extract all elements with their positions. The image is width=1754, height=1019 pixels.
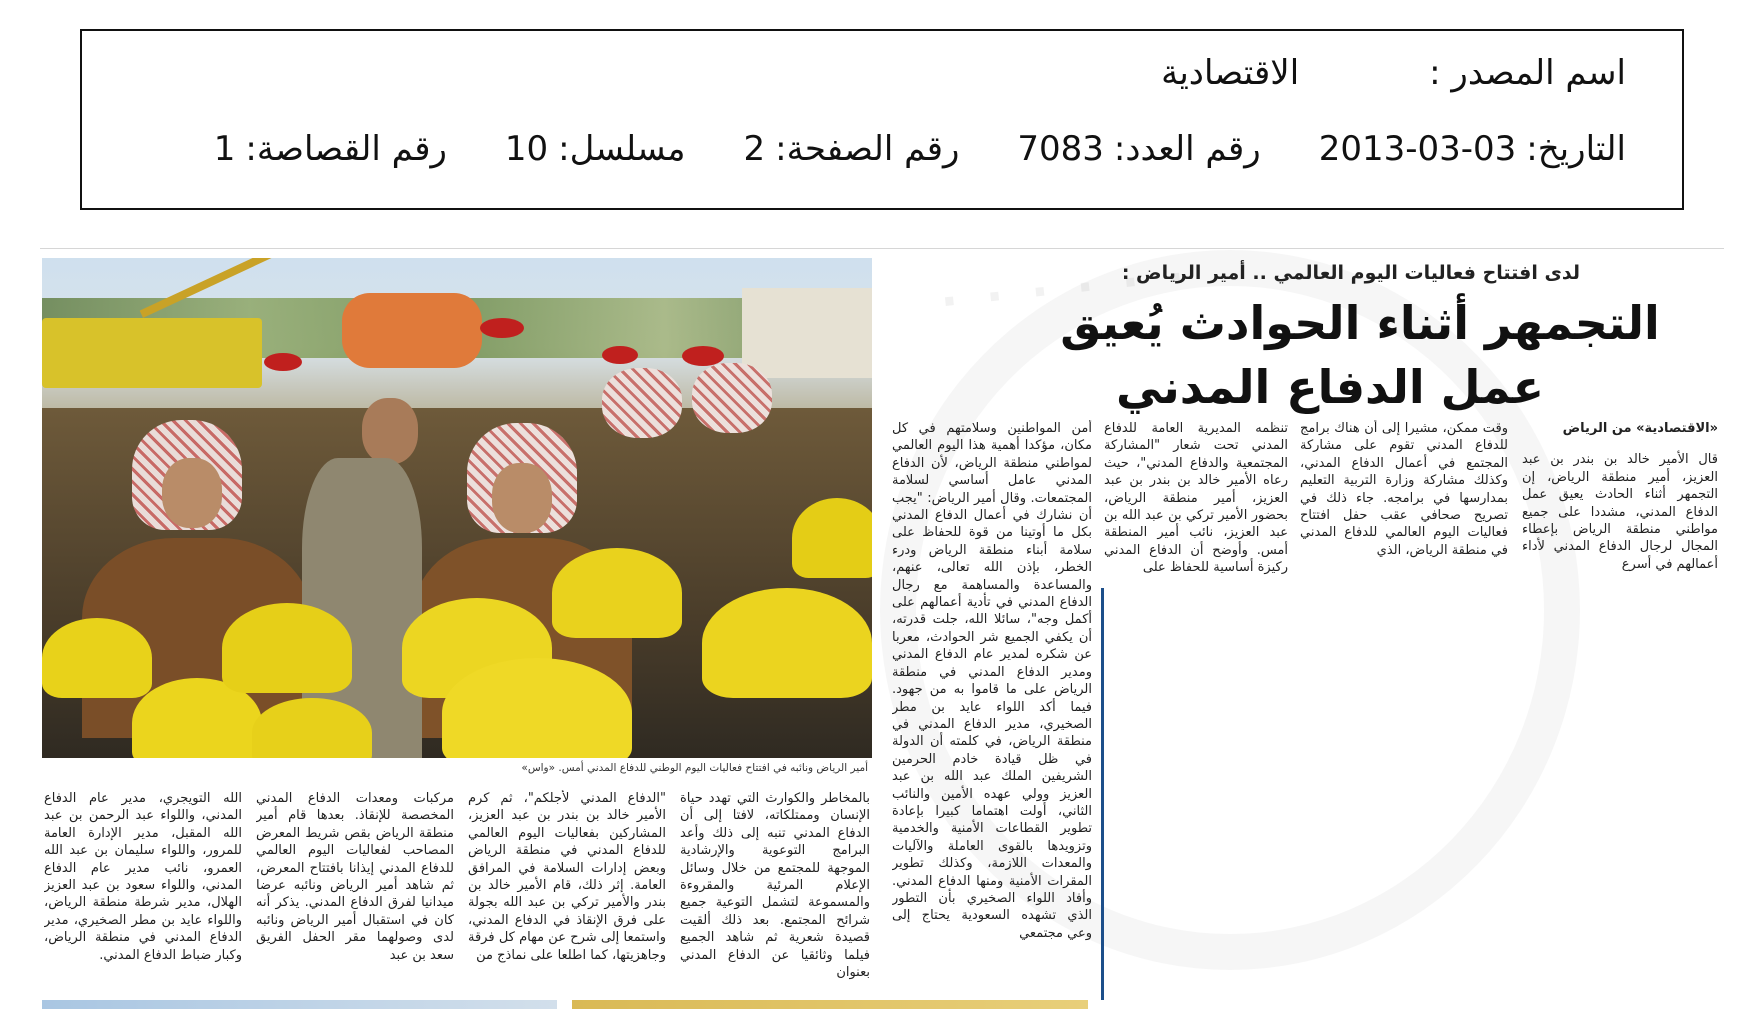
article-column-7 bbox=[256, 790, 454, 996]
headline-line-1: التجمهر أثناء الحوادث يُعيق bbox=[1060, 296, 1660, 350]
photo-fire-truck bbox=[42, 318, 262, 388]
date-field bbox=[1319, 129, 1626, 169]
issue-value: 7083 bbox=[1017, 129, 1104, 169]
article-column-6 bbox=[468, 790, 666, 996]
adjacent-clipping-strip bbox=[572, 1000, 1088, 1009]
watermark-text: · · · · · · bbox=[937, 249, 1194, 329]
photo-beret bbox=[682, 346, 724, 366]
photo-hard-hat bbox=[552, 548, 682, 638]
column-8-text: الله التويجري، مدير عام الدفاع المدني، واللواء عبد الرحمن بن عبد الله المقبل، مدير الإدارة العامة للمرور، واللواء سليمان بن عبد الله العمرو، نائب مدير عام الدفاع المدني، واللواء سعود بن عبد العزيز الهلال، مدير شرطة منطقة الرياض، واللواء عايد بن مطر الصخيري، مدير الدفاع المدني في منطقة الرياض، وكبار ضباط الدفاع المدني. bbox=[44, 791, 242, 963]
adjacent-clipping-strip bbox=[42, 1000, 557, 1009]
page-label: رقم الصفحة: bbox=[775, 129, 960, 169]
column-2-text: وقت ممكن، مشيرا إلى أن هناك برامج للدفاع المدني تقوم على مشاركة المجتمع في أعمال الدفاع المدني، وكذلك مشاركة وزارة التربية التعليم بمدارسها في برامجه. جاء ذلك في تصريح صحافي عقب حفل افتتاح فعاليات اليوم العالمي للدفاع المدني في منطقة الرياض، الذي bbox=[1300, 421, 1508, 558]
photo-face bbox=[492, 463, 552, 533]
source-field bbox=[1429, 53, 1626, 93]
photo-hard-hat bbox=[792, 498, 872, 578]
date-label: التاريخ: bbox=[1526, 129, 1626, 169]
photo-beret bbox=[480, 318, 524, 338]
date-value: 2013-03-03 bbox=[1318, 129, 1517, 169]
photo-shemagh bbox=[692, 363, 772, 433]
photo-shemagh bbox=[602, 368, 682, 438]
article-kicker: لدى افتتاح فعاليات اليوم العالمي .. أمير الرياض : bbox=[1121, 262, 1580, 284]
column-3-text: تنظمه المديرية العامة للدفاع المدني تحت شعار "المشاركة المجتمعية والدفاع المدني"، حيث رعاه الأمير خالد بن بندر بن عبد العزيز، أمير منطقة الرياض، بحضور الأمير تركي بن عبد الله بن عبد العزيز، نائب أمير المنطقة أمس. وأوضح أن الدفاع المدني ركيزة أساسية للحفاظ على bbox=[1104, 421, 1288, 576]
source-value: الاقتصادية bbox=[1161, 53, 1300, 93]
column-7-text: مركبات ومعدات الدفاع المدني المخصصة للإنقاذ. بعدها قام أمير منطقة الرياض بقص شريط المعرض المصاحب لفعاليات اليوم العالمي للدفاع المدني إيذانا بافتتاح المعرض، ثم شاهد أمير الرياض ونائبه عرضا ميدانيا لفرق الدفاع المدني. يذكر أنه كان في استقبال أمير الرياض ونائبه لدى وصولهما مقر الحفل الفريق سعد بن عبد bbox=[256, 791, 454, 963]
issue-label: رقم العدد: bbox=[1113, 129, 1261, 169]
article-byline: «الاقتصادية» من الرياض bbox=[1562, 421, 1718, 436]
photo-hard-hat bbox=[222, 603, 352, 693]
clip-number-value: 1 bbox=[213, 129, 236, 169]
article-column-1 bbox=[1522, 420, 1718, 580]
photo-hard-hat bbox=[702, 588, 872, 698]
serial-value: 10 bbox=[504, 129, 549, 169]
metadata-row-source bbox=[1103, 53, 1626, 93]
article-column-3 bbox=[1104, 420, 1288, 580]
column-4-text: أمن المواطنين وسلامتهم في كل مكان، مؤكدا أهمية هذا اليوم العالمي لمواطني منطقة الرياض، لأن الدفاع المدني عامل أساسي لسلامة المجتمعات. وقال أمير الرياض: "يجب أن نشارك في أعمال الدفاع المدني بكل ما أوتينا من قوة للحفاظ على سلامة أبناء منطقة الرياض ودرء الخطر، بإذن الله تعالى، عنهم، والمساعدة والمساهمة مع رجال الدفاع المدني في تأدية أعمالهم على أكمل وجه"، سائلا الله، جلت قدرته، أن يكفي الجميع شر الحوادث، معربا عن شكره لمدير عام الدفاع المدني ومدير الدفاع المدني في منطقة الرياض على ما قاموا به من جهود. فيما أكد اللواء عايد بن مطر الصخيري، مدير الدفاع المدني في منطقة الرياض، في كلمته أن الدولة في ظل قيادة خادم الحرمين الشريفين الملك عبد الله بن عبد العزيز وولي عهده الأمين والنائب الثاني، أولت اهتماما كبيرا بإعادة تطوير القطاعات الأمنية والخدمية وتزويدها بالقوى العاملة والآليات والمعدات اللازمة، وكذلك تطوير المقرات الأمنية ومنها الدفاع المدني. وأفاد اللواء الصخيري بأن التطور الذي تشهده السعودية يحتاج إلى وعي مجتمعي bbox=[892, 421, 1092, 941]
article-column-4 bbox=[892, 420, 1092, 998]
column-6-text: "الدفاع المدني لأجلكم"، ثم كرم الأمير خالد بن بندر بن عبد العزيز، المشاركين بفعاليات اليوم العالمي للدفاع المدني في منطقة الرياض وبعض إدارات السلامة في المرافق العامة. إثر ذلك، قام الأمير خالد بن بندر والأمير تركي بن عبد الله بجولة على فرق الإنقاذ في الدفاع المدني، واستمعا إلى شرح عن مهام كل فرقة وجاهزيتها، كما اطلعا على نماذج من bbox=[468, 791, 666, 963]
headline-line-2: عمل الدفاع المدني bbox=[1115, 360, 1545, 414]
serial-label: مسلسل: bbox=[558, 129, 686, 169]
article-column-2 bbox=[1300, 420, 1508, 580]
serial-field bbox=[505, 129, 686, 169]
photo-beret bbox=[602, 346, 638, 364]
photo-caption: أمير الرياض ونائبه في افتتاح فعاليات اليوم الوطني للدفاع المدني أمس. «واس» bbox=[521, 762, 868, 774]
metadata-row-details bbox=[156, 129, 1626, 169]
page-field bbox=[744, 129, 960, 169]
clip-number-label: رقم القصاصة: bbox=[245, 129, 447, 169]
photo-hard-hat bbox=[42, 618, 152, 698]
photo-face bbox=[162, 458, 222, 528]
issue-field bbox=[1017, 129, 1260, 169]
clipping-metadata-box bbox=[80, 29, 1684, 210]
clip-number-field bbox=[214, 129, 447, 169]
photo-tent bbox=[742, 288, 872, 378]
column-divider bbox=[1101, 588, 1104, 1000]
photo-hard-hat bbox=[442, 658, 632, 758]
column-1-text: قال الأمير خالد بن بندر بن عبد العزيز، أمير منطقة الرياض، إن التجمهر أثناء الحادث يعيق عمل الدفاع المدني، مشددا على جميع مواطني منطقة الرياض بإعطاء المجال لرجال الدفاع المدني لأداء أعمالهم في أسرع bbox=[1522, 452, 1718, 572]
column-5-text: بالمخاطر والكوارث التي تهدد حياة الإنسان وممتلكاته، لافتا إلى أن الدفاع المدني تنبه إلى ذلك وأعد البرامج التوعوية والإرشادية الموجهة للمجتمع من خلال وسائل الإعلام المرئية والمقروءة والمسموعة لتشمل التوعية جميع شرائح المجتمع. بعد ذلك ألقيت قصيدة شعرية ثم شاهد الجميع فيلما وثائقيا عن الدفاع المدني بعنوان bbox=[680, 791, 870, 981]
article-heading bbox=[880, 256, 1730, 426]
photo-face bbox=[362, 398, 418, 464]
clipping-top-rule bbox=[40, 248, 1724, 249]
photo-beret bbox=[264, 353, 302, 371]
article-photo bbox=[42, 258, 872, 758]
article-column-8 bbox=[44, 790, 242, 996]
article-column-5 bbox=[680, 790, 870, 996]
photo-inflatable bbox=[342, 293, 482, 368]
source-label: اسم المصدر : bbox=[1429, 53, 1626, 93]
page-value: 2 bbox=[743, 129, 766, 169]
